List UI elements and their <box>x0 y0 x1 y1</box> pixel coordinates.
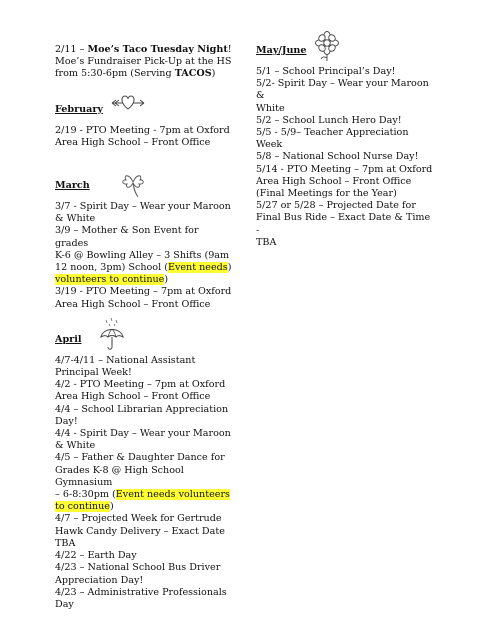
march-pto-line-2: Area High School – Front Office <box>55 298 211 310</box>
march-volunteer-highlight-2: volunteers to continue <box>55 274 165 286</box>
taco-night-section <box>55 44 233 81</box>
serving-suffix: ) <box>211 68 216 80</box>
feb-pto-line-2: Area High School – Front Office <box>55 136 211 148</box>
taco-date: 2/11 – <box>55 44 88 55</box>
taco-night-title: Moe’s Taco Tuesday Night <box>87 44 228 55</box>
may-bus-ride-line-3: TBA <box>256 236 277 248</box>
april-bus-driver-line-1: 4/23 – National School Bus Driver <box>55 562 221 574</box>
may-lunch-hero-line: 5/2 – School Lunch Hero Day! <box>256 114 402 126</box>
april-volunteer-highlight-1: Event needs volunteers <box>115 489 230 501</box>
may-pto-line-2: Area High School – Front Office <box>256 175 412 187</box>
april-ap-week-line-1: 4/7-4/11 – National Assistant <box>55 354 196 366</box>
april-librarian-line-2: Day! <box>55 415 78 427</box>
april-close-paren: ) <box>109 501 114 513</box>
taco-night-line <box>55 44 233 56</box>
march-pto-line-1: 3/19 - PTO Meeting – 7pm at Oxford <box>55 286 232 298</box>
april-section <box>55 333 233 611</box>
april-heading: April <box>55 333 82 345</box>
april-dance-line-2: Grades K-8 @ High School Gymnasium <box>55 464 187 488</box>
may-bus-ride-line-2: Final Bus Ride – Exact Date & Time - <box>256 212 434 236</box>
umbrella-rain-icon <box>99 317 125 351</box>
april-spirit-line-1: 4/4 - Spirit Day – Wear your Maroon <box>55 428 231 440</box>
april-volunteer-highlight-2: to continue <box>55 501 110 513</box>
may-pto-line-1: 5/14 - PTO Meeting – 7pm at Oxford <box>256 163 433 175</box>
right-column <box>256 44 436 249</box>
may-teacher-week-line-1: 5/5 - 5/9– Teacher Appreciation <box>256 127 409 139</box>
april-admin-line-2: Day <box>55 598 74 610</box>
april-candy-line-3: TBA <box>55 537 76 549</box>
left-column <box>55 44 233 611</box>
march-mother-son-line-2: K-6 @ Bowling Alley – 3 Shifts (9am <box>55 249 230 261</box>
april-volunteer-line <box>55 501 233 513</box>
feb-pto-line-1: 2/19 - PTO Meeting - 7pm at Oxford <box>55 124 230 136</box>
february-heading: February <box>55 103 103 115</box>
serving-tacos: TACOS <box>174 68 212 80</box>
april-librarian-line-1: 4/4 – School Librarian Appreciation <box>55 403 229 415</box>
may-nurse-day-line: 5/8 – National School Nurse Day! <box>256 151 419 163</box>
april-bus-driver-line-2: Appreciation Day! <box>55 574 144 586</box>
april-admin-line-1: 4/23 – Administrative Professionals <box>55 586 227 598</box>
march-mother-son-line-1: 3/9 – Mother & Son Event for grades <box>55 225 202 249</box>
april-dance-line-1: 4/5 – Father & Daughter Dance for <box>55 452 225 464</box>
march-spirit-line-2: & White <box>55 213 96 225</box>
march-section <box>55 179 233 311</box>
april-ap-week-line-2: Principal Week! <box>55 367 132 379</box>
april-candy-line-1: 4/7 – Projected Week for Gertrude <box>55 513 222 525</box>
may-spirit-line-1: 5/2- Spirit Day – Wear your Maroon & <box>256 78 432 102</box>
heart-arrow-icon <box>110 91 146 115</box>
serving-line <box>55 68 233 80</box>
may-june-section <box>256 44 436 249</box>
flower-icon <box>312 30 342 62</box>
april-earth-day-line: 4/22 – Earth Day <box>55 550 137 562</box>
march-heading: March <box>55 180 90 192</box>
april-pto-line-1: 4/2 - PTO Meeting – 7pm at Oxford <box>55 379 226 391</box>
march-volunteer-highlight-1: Event needs <box>167 262 228 274</box>
march-school-text: 12 noon, 3pm) School ( <box>55 262 168 274</box>
march-spirit-line-1: 3/7 - Spirit Day – Wear your Maroon <box>55 201 231 213</box>
april-dance-line-3 <box>55 489 233 501</box>
serving-prefix: from 5:30-6pm (Serving <box>55 68 175 80</box>
february-section <box>55 103 233 149</box>
april-candy-line-2: Hawk Candy Delivery – Exact Date <box>55 525 225 537</box>
april-pto-line-2: Area High School – Front Office <box>55 391 211 403</box>
may-bus-ride-line-1: 5/27 or 5/28 – Projected Date for <box>256 200 416 212</box>
march-mother-son-line-3: 12 noon, 3pm) School (Event needs) <box>55 262 232 274</box>
april-dance-time: – 6-8:30pm ( <box>55 489 116 501</box>
march-close-paren: ) <box>164 274 169 286</box>
may-principal-day-line: 5/1 – School Principal’s Day! <box>256 66 396 77</box>
april-spirit-line-2: & White <box>55 440 96 452</box>
may-spirit-line-2: White <box>256 102 285 114</box>
fundraiser-line: Moe’s Fundraiser Pick-Up at the HS <box>55 56 232 68</box>
may-teacher-week-line-2: Week <box>256 139 283 151</box>
may-pto-line-3: (Final Meetings for the Year) <box>256 188 397 200</box>
march-volunteer-line <box>55 274 233 286</box>
may-june-heading: May/June <box>256 45 307 56</box>
shamrock-icon <box>117 167 149 199</box>
taco-exclaim: ! <box>227 44 232 55</box>
